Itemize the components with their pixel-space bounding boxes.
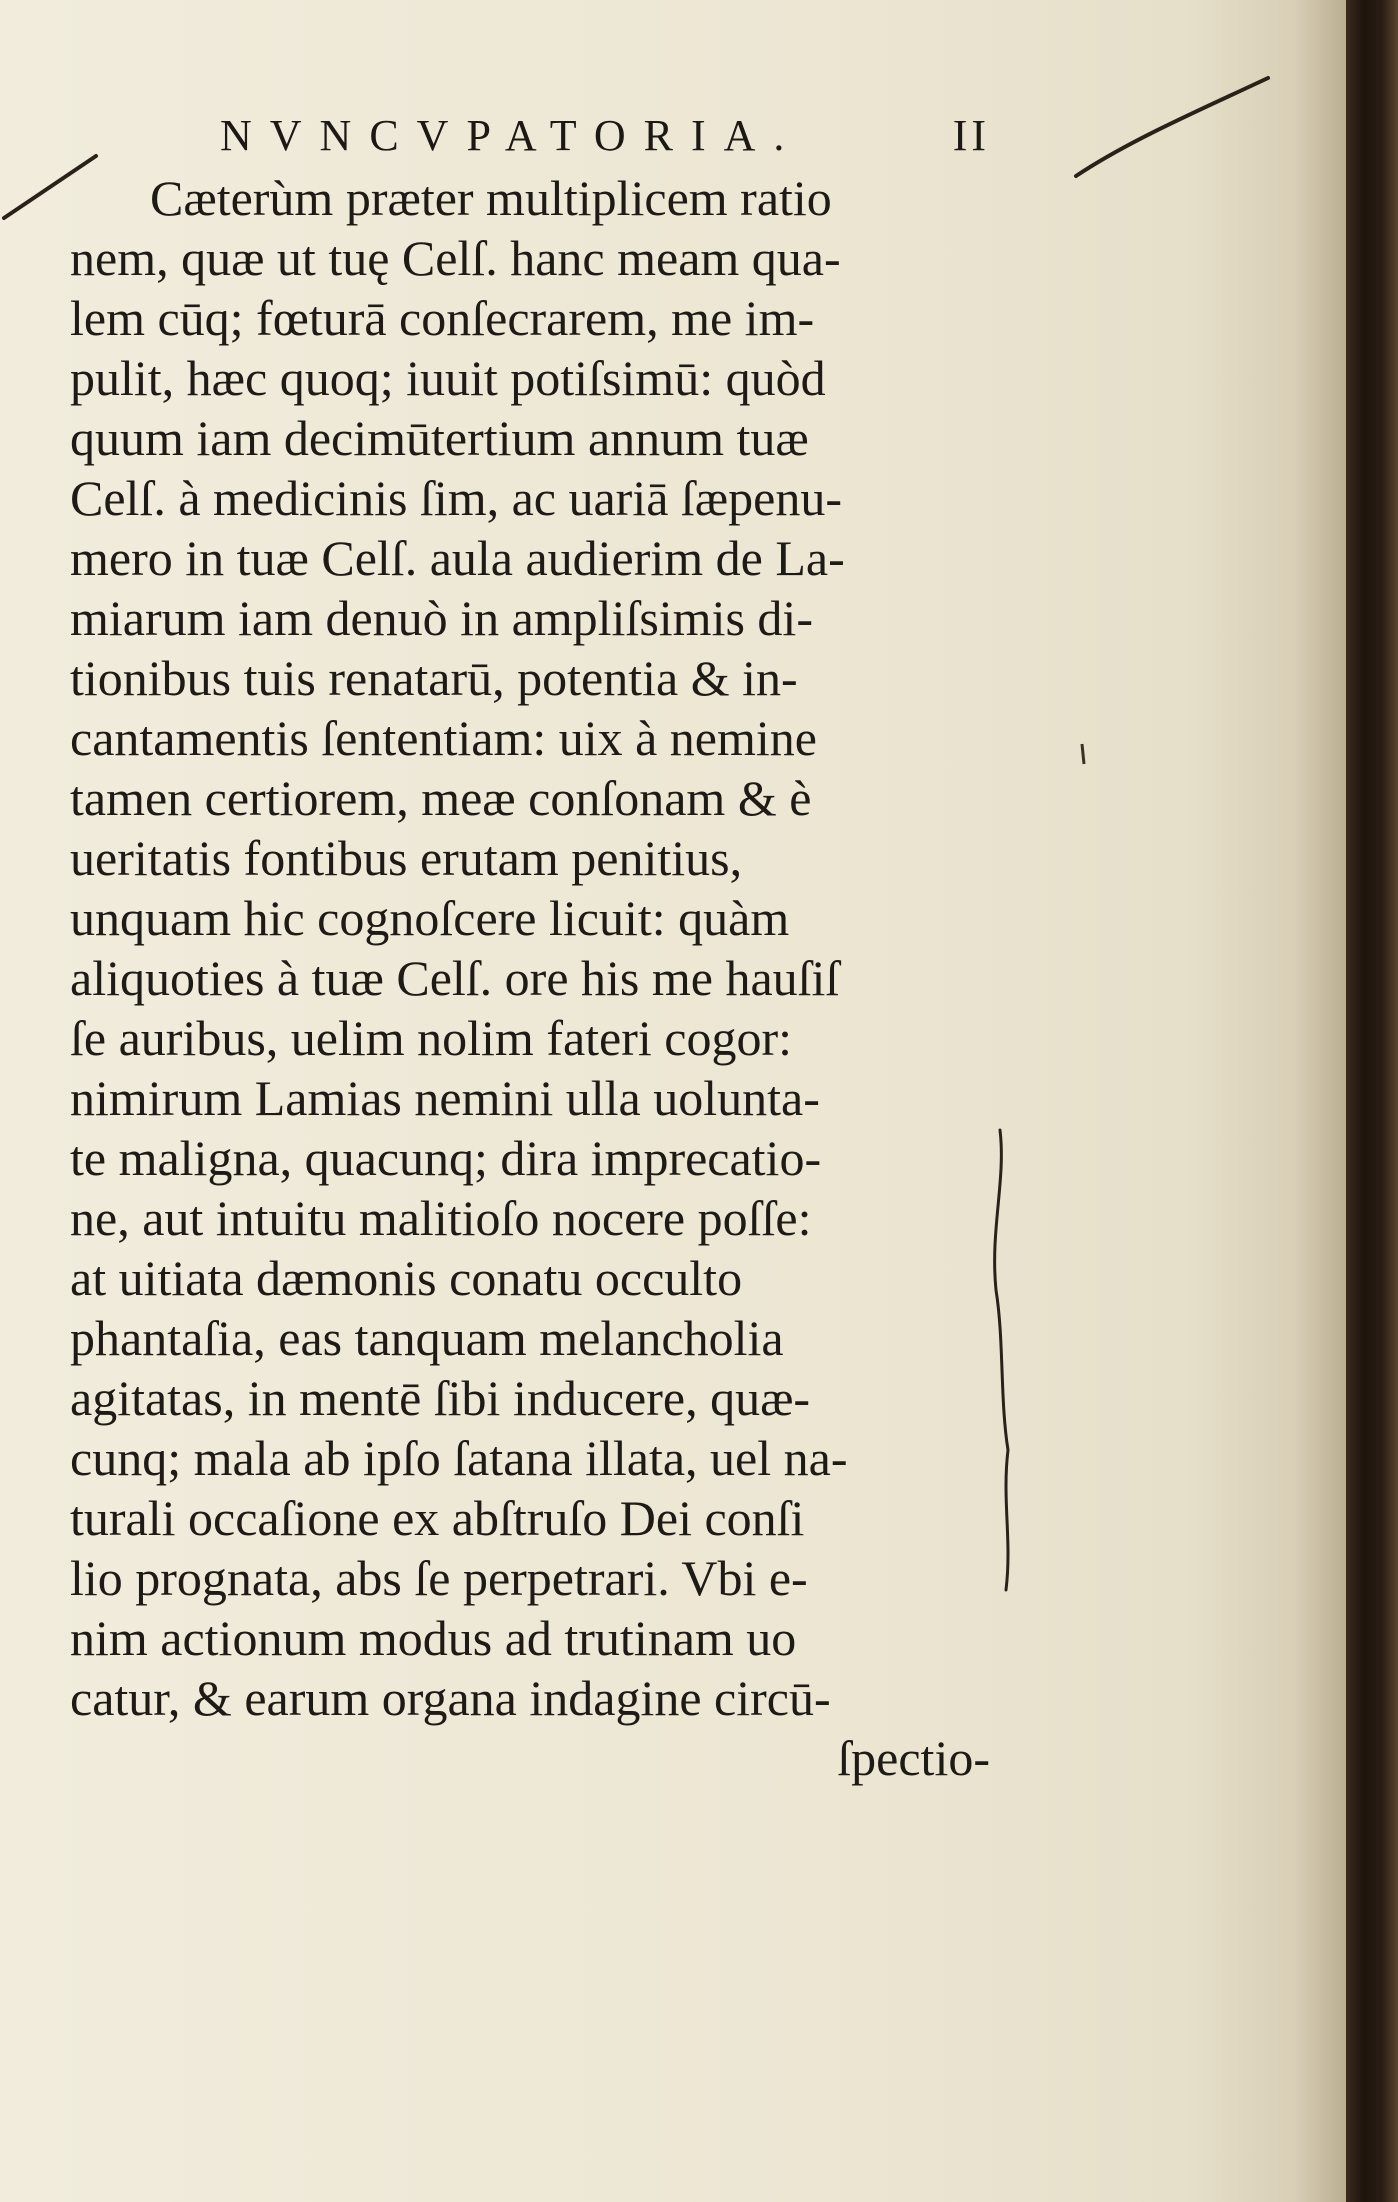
text-line: cantamentis ſententiam: uix à nemine [70, 710, 817, 766]
text-line: tamen certiorem, meæ conſonam & è [70, 770, 812, 826]
text-line: agitatas, in mentē ſibi inducere, quæ- [70, 1370, 811, 1426]
text-line: catur, & earum organa indagine circū- [70, 1670, 831, 1726]
text-line: quum iam decimūtertium annum tuæ [70, 410, 809, 466]
text-line: aliquoties à tuæ Celſ. ore his me hauſiſ [70, 950, 840, 1006]
text-line: cunq; mala ab ipſo ſatana illata, uel na- [70, 1430, 848, 1486]
catchword: ſpectio- [837, 1730, 990, 1786]
book-spine-edge [1346, 0, 1398, 2202]
margin-tick [1082, 744, 1084, 764]
text-line: unquam hic cognoſcere licuit: quàm [70, 890, 790, 946]
running-head-title: NVNCVPATORIA. [220, 111, 803, 160]
text-line: mero in tuæ Celſ. aula audierim de La- [70, 530, 845, 586]
text-line: phantaſia, eas tanquam melancholia [70, 1310, 784, 1366]
text-line: nem, quæ ut tuę Celſ. hanc meam qua- [70, 230, 841, 286]
running-head [220, 110, 990, 162]
text-line: nimirum Lamias nemini ulla uolunta- [70, 1070, 820, 1126]
text-line: at uitiata dæmonis conatu occulto [70, 1250, 743, 1306]
text-line: lio prognata, abs ſe perpetrari. Vbi e- [70, 1550, 808, 1606]
pen-stroke-right [1076, 78, 1268, 176]
text-line: lem cūq; fœturā conſecrarem, me im- [70, 290, 815, 346]
text-line: te maligna, quacunq; dira imprecatio- [70, 1130, 822, 1186]
text-line: tionibus tuis renatarū, potentia & in- [70, 650, 798, 706]
text-line: ueritatis fontibus erutam penitius, [70, 830, 743, 886]
text-line: Cæterùm præter multiplicem ratio [150, 170, 832, 226]
text-block [70, 168, 990, 1788]
text-line: ſe auribus, uelim nolim fateri cogor: [70, 1010, 793, 1066]
text-line: Celſ. à medicinis ſim, ac uariā ſæpenu- [70, 470, 842, 526]
text-line: ne, aut intuitu malitioſo nocere poſſe: [70, 1190, 812, 1246]
margin-bracket [995, 1130, 1008, 1590]
text-line: pulit, hæc quoq; iuuit potiſsimū: quòd [70, 350, 826, 406]
text-line: turali occaſione ex abſtruſo Dei conſi [70, 1490, 805, 1546]
text-line: nim actionum modus ad trutinam uo [70, 1610, 797, 1666]
folio-number: II [952, 111, 990, 160]
text-line: miarum iam denuò in ampliſsimis di- [70, 590, 813, 646]
